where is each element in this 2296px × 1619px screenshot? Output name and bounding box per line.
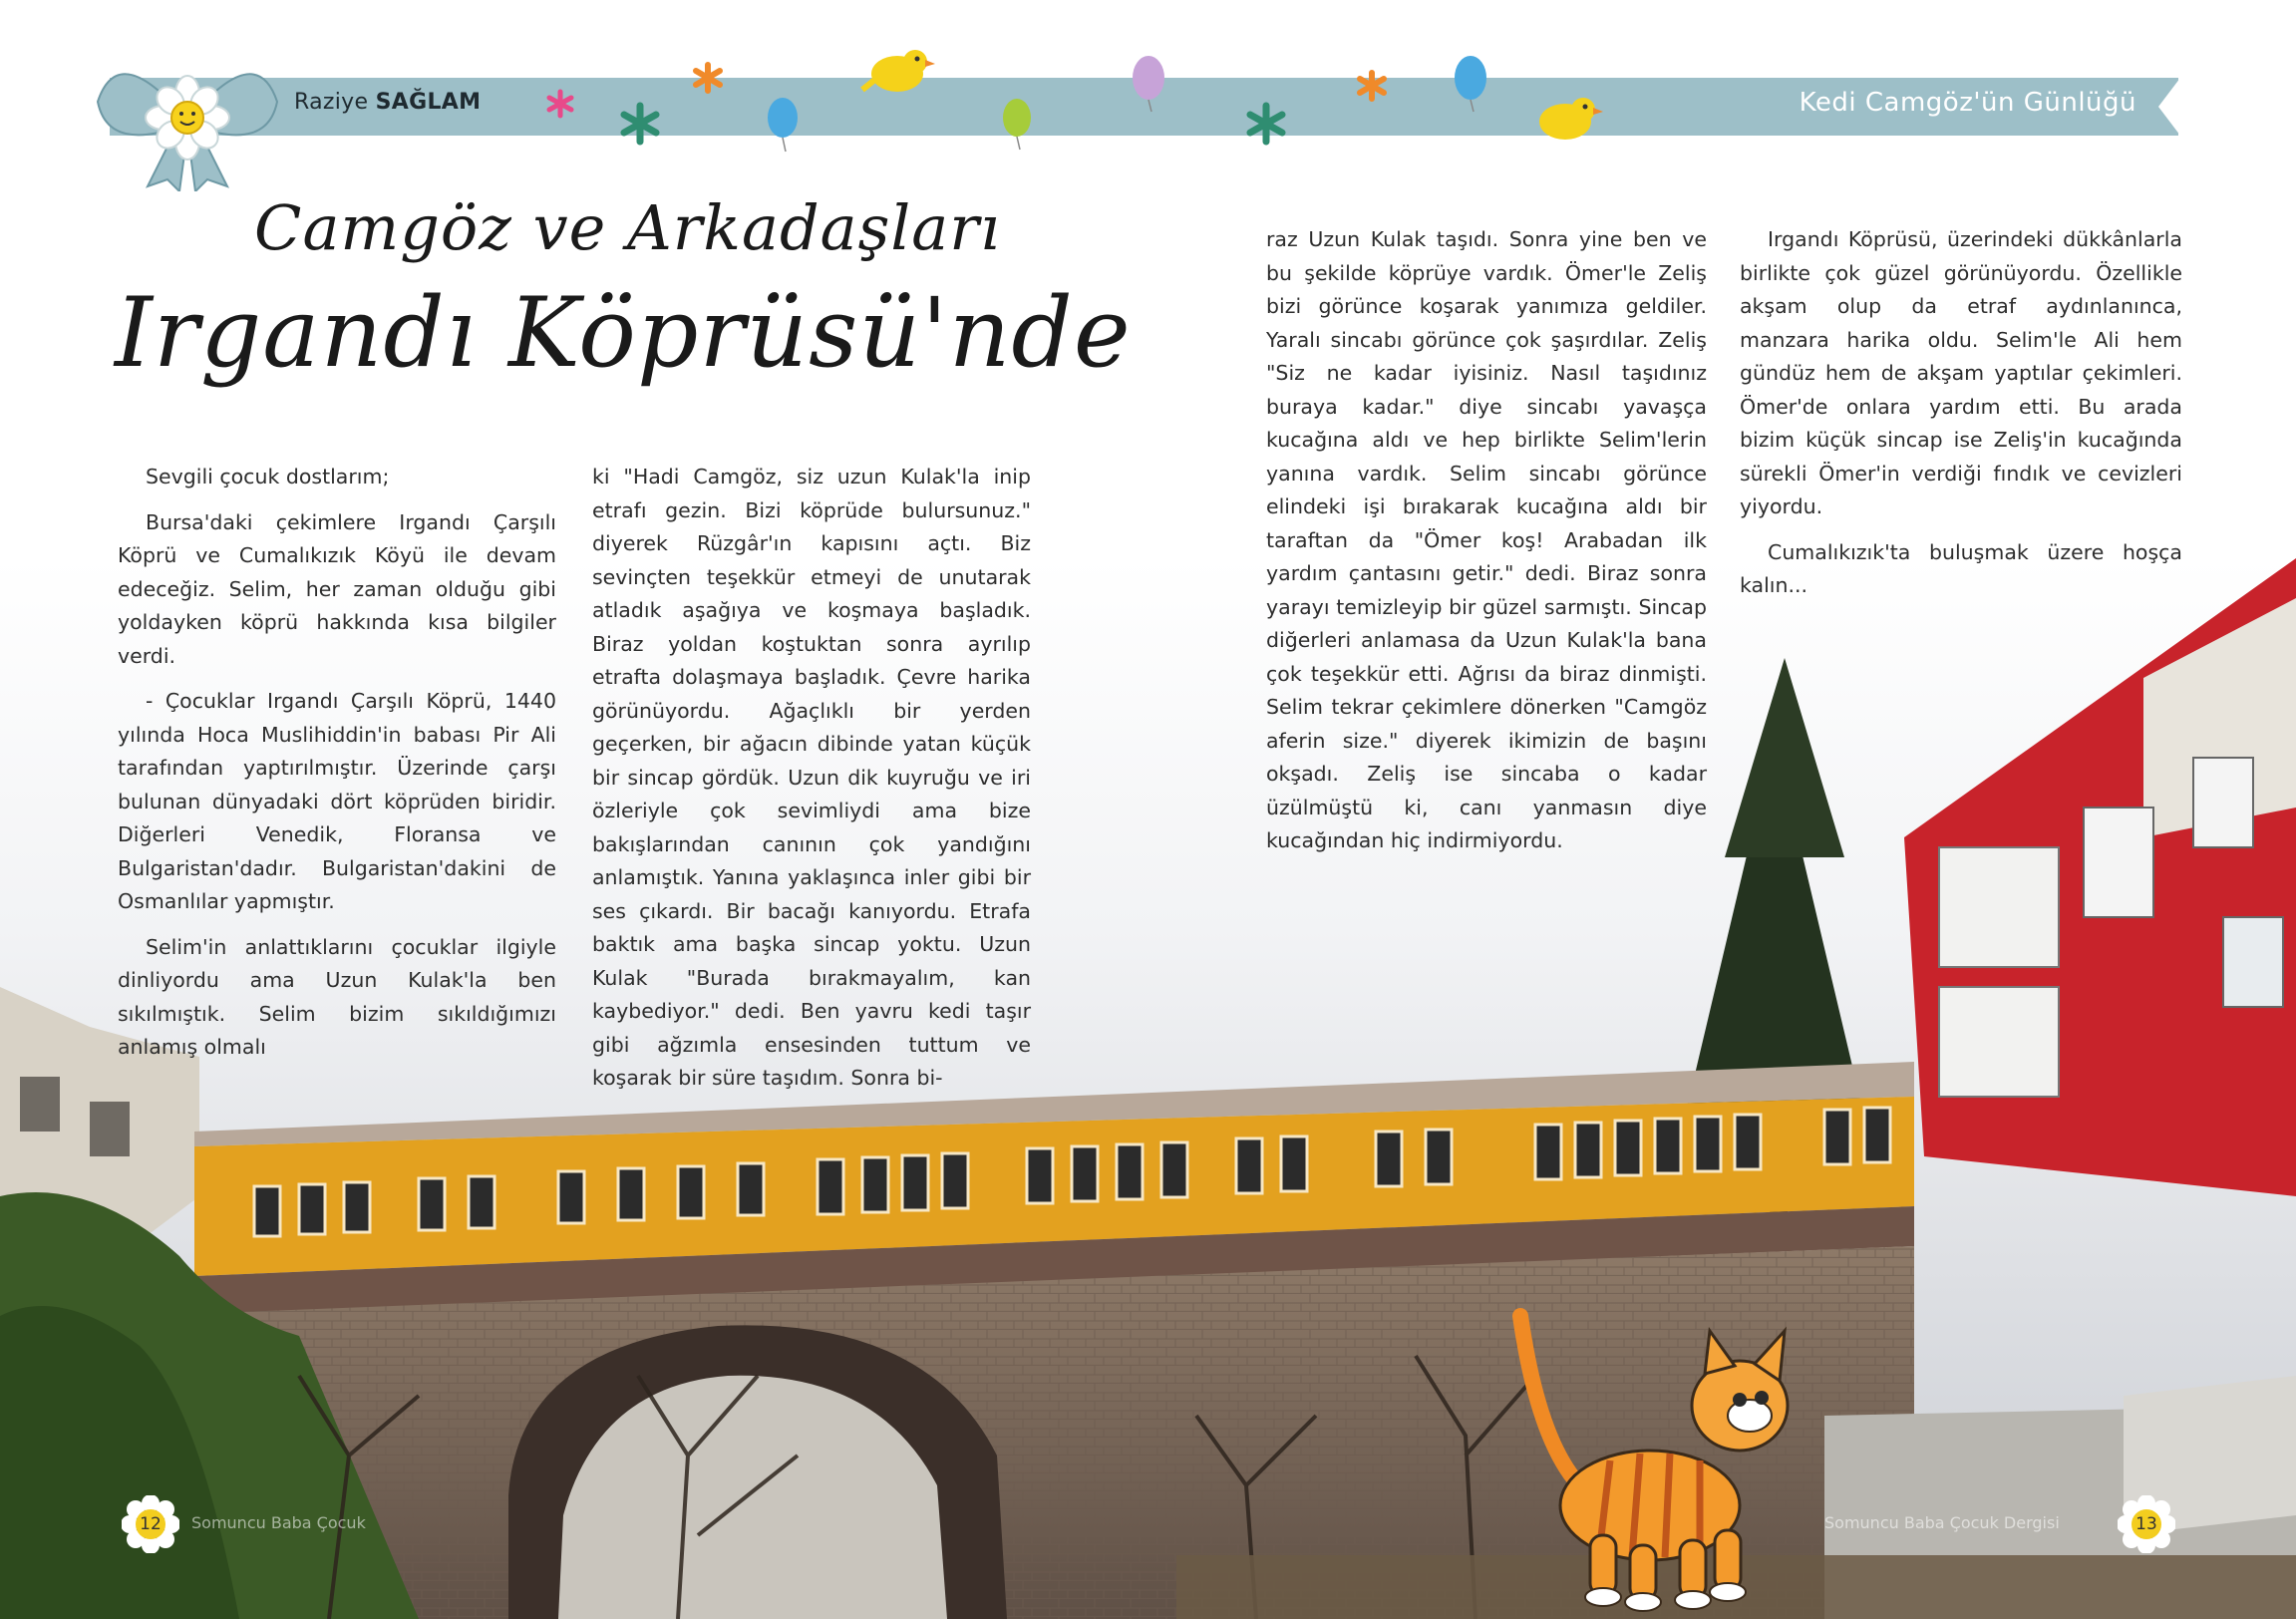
decorative-stars-balloons (518, 40, 1655, 160)
author-name (294, 90, 481, 115)
paragraph: Irgandı Köprüsü, üzerindeki dükkânlarla birlikte çok güzel görünüyordu. Özellikle akşam olup da etraf aydınlanınca, manzara harika oldu. Selim'le Ali hem gündüz hem de akşam yaptılar çekimleri. Ömer'de onlara yardım etti. Bu arada bizim küçük sincap ise Zeliş'in kucağında sürekli Ömer'in verdiği fındık ve cevizleri yiyordu. (1740, 227, 2182, 518)
paragraph: - Çocuklar Irgandı Çarşılı Köprü, 1440 yılında Hoca Muslihiddin'in babası Pir Ali tarafından yaptırılmıştır. Üzerinde çarşı bulunan dünyadaki dört köprüden biridir. Diğerleri Venedik, Floransa ve Bulgaristan'dadır. Bulgaristan'dakini de Osmanlılar yapmıştır. (118, 689, 556, 913)
paragraph: Selim'in anlattıklarını çocuklar ilgiyle dinliyordu ama Uzun Kulak'la ben sıkılmıştık. Selim bizim sıkıldığımızı anlamış olmalı (118, 934, 556, 1059)
cat-camgoz-illustration (1500, 1296, 1819, 1615)
body-column-1 (118, 461, 556, 1077)
body-column-3 (1266, 223, 1707, 870)
body-column-2 (592, 461, 1031, 1108)
paragraph: Sevgili çocuk dostlarım; (146, 465, 390, 488)
paragraph: Cumalıkızık'ta buluşmak üzere hoşça kalın... (1740, 539, 2182, 597)
title-line-2: Irgandı Köprüsü'nde (115, 277, 1132, 389)
header-ribbon-tail (2158, 78, 2180, 136)
footer-left-text: Somuncu Baba Çocuk (191, 1513, 366, 1532)
bow-flower-icon (88, 42, 287, 191)
paragraph: raz Uzun Kulak taşıdı. Sonra yine ben ve bu şekilde köprüye vardık. Ömer'le Zeliş bizi görünce koşarak yanımıza geldiler. Yaralı sincabı görünce çok şaşırdılar. Zeliş "Siz ne kadar iyisiniz. Nasıl taşıdınız buraya kadar." diye sincabı yavaşça kucağına aldı ve hep birlikte Selim'lerin yanına vardık. Selim sincabı görünce elindeki işi bırakarak kucağına aldı bir taraftan da "Ömer koş! Arabadan ilk yardım çantasını getir." dedi. Biraz sonra yarayı temizleyip bir güzel sarmıştı. Sincap diğerleri anlamasa da Uzun Kulak'la bana çok teşekkür etti. Ağrısı da biraz dinmişti. Selim tekrar çekimlere dönerken "Camgöz aferin size." diyerek ikimizin de başını okşadı. Zeliş ise sincaba o kadar üzülmüştü ki, canı yanmasın diye kucağından hiç indirmiyordu. (1266, 227, 1707, 852)
paragraph: ki "Hadi Camgöz, siz uzun Kulak'la inip etrafı gezin. Bizi köprüde bulursunuz." diyerek Rüzgâr'ın kapısını açtı. Biz sevinçten teşekkür etmeyi de unutarak atladık aşağıya ve koşmaya başladık. Biraz yoldan koştuktan sonra ayrılıp etrafta dolaşmaya başladık. Çevre harika görünüyordu. Ağaçlıklı bir yerden geçerken, bir ağacın dibinde yatan küçük bir sincap gördük. Uzun dik kuyruğu ve iri özleriyle çok sevimliydi ama bize bakışlarından canının çok yandığını anlamıştık. Yanına yaklaşınca inler gibi bir ses çıkardı. Bir bacağı kanıyordu. Etrafa baktık ama başka sincap yoktu. Uzun Kulak "Burada bırakmayalım, kan kaybediyor." dedi. Ben yavru kedi taşır gibi ağzımla ensesinden tuttum ve koşarak bir süre taşıdım. Sonra bi- (592, 465, 1031, 1090)
author-last: SAĞLAM (375, 90, 482, 115)
page-number-right-text: 13 (2135, 1514, 2157, 1534)
page-number-right (2118, 1495, 2175, 1553)
paragraph: Bursa'daki çekimlere Irgandı Çarşılı Köprü ve Cumalıkızık Köyü ile devam edeceğiz. Selim, her zaman olduğu gibi yoldayken köprü hakkında kısa bilgiler verdi. (118, 509, 556, 668)
running-title: Kedi Camgöz'ün Günlüğü (1799, 88, 2136, 118)
title-line-1: Camgöz ve Arkadaşları (254, 191, 1001, 264)
body-column-4 (1740, 223, 2182, 615)
page-number-left (122, 1495, 179, 1553)
author-first: Raziye (294, 90, 369, 115)
page-number-left-text: 12 (140, 1514, 162, 1534)
footer-right-text: Somuncu Baba Çocuk Dergisi (1824, 1513, 2060, 1532)
